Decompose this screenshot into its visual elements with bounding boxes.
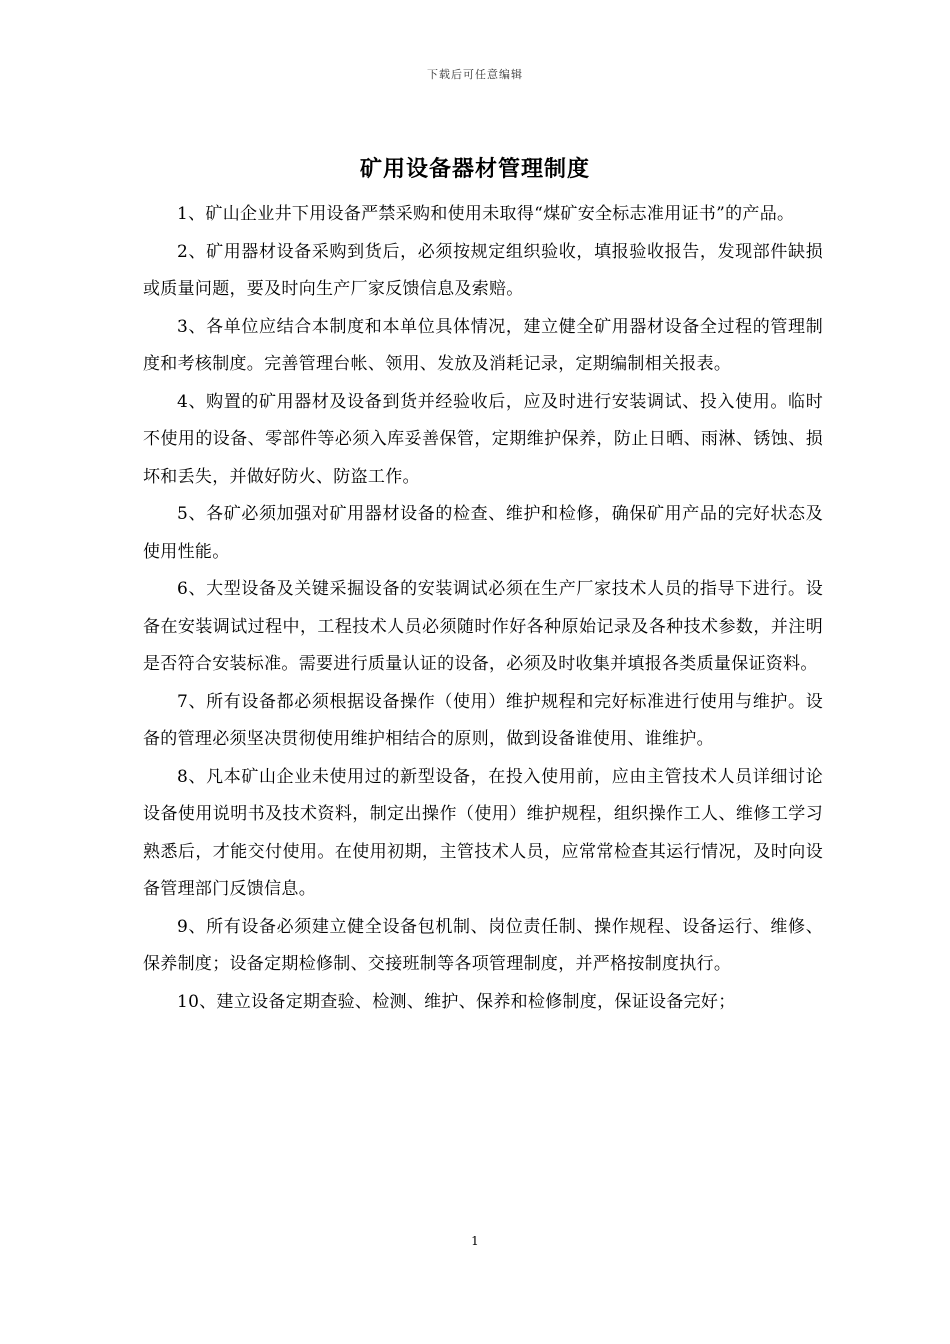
paragraph-4: 4、购置的矿用器材及设备到货并经验收后，应及时进行安装调试、投入使用。临时不使用的设备、零部件等必须入库妥善保管，定期维护保养，防止日晒、雨淋、锈蚀、损坏和丢失，并做好防火、防盗工作。	[143, 391, 823, 487]
paragraph-2: 2、矿用器材设备采购到货后，必须按规定组织验收，填报验收报告，发现部件缺损或质量问题，要及时向生产厂家反馈信息及索赔。	[143, 241, 823, 299]
paragraph-6: 6、大型设备及关键采掘设备的安装调试必须在生产厂家技术人员的指导下进行。设备在安装调试过程中，工程技术人员必须随时作好各种原始记录及各种技术参数，并注明是否符合安装标准。需要进行质量认证的设备，必须及时收集并填报各类质量保证资料。	[143, 579, 823, 674]
header-note: 下载后可任意编辑	[427, 68, 523, 81]
paragraph-5: 5、各矿必须加强对矿用器材设备的检查、维护和检修，确保矿用产品的完好状态及使用性能。	[143, 504, 823, 562]
page-title: 矿用设备器材管理制度	[359, 156, 590, 182]
page-number: 1	[471, 1234, 479, 1248]
paragraph-3: 3、各单位应结合本制度和本单位具体情况，建立健全矿用器材设备全过程的管理制度和考核制度。完善管理台帐、领用、发放及消耗记录，定期编制相关报表。	[143, 316, 823, 374]
document-body	[143, 196, 823, 1021]
paragraph-9: 9、所有设备必须建立健全设备包机制、岗位责任制、操作规程、设备运行、维修、保养制度；设备定期检修制、交接班制等各项管理制度，并严格按制度执行。	[143, 916, 823, 974]
paragraph-7: 7、所有设备都必须根据设备操作（使用）维护规程和完好标准进行使用与维护。设备的管理必须坚决贯彻使用维护相结合的原则，做到设备谁使用、谁维护。	[143, 691, 823, 749]
paragraph-1: 1、矿山企业井下用设备严禁采购和使用未取得“煤矿安全标志准用证书”的产品。	[177, 204, 795, 224]
paragraph-8: 8、凡本矿山企业未使用过的新型设备，在投入使用前，应由主管技术人员详细讨论设备使用说明书及技术资料，制定出操作（使用）维护规程，组织操作工人、维修工学习熟悉后，才能交付使用。在使用初期，主管技术人员，应常常检查其运行情况，及时向设备管理部门反馈信息。	[143, 766, 823, 899]
paragraph-10: 10、建立设备定期查验、检测、维护、保养和检修制度，保证设备完好；	[177, 991, 736, 1012]
